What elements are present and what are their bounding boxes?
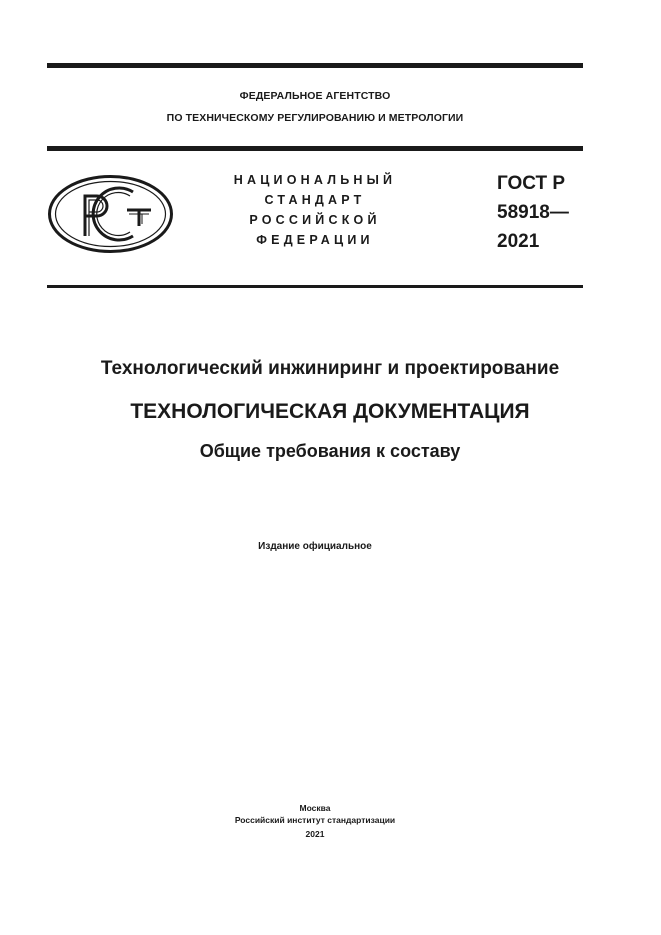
gost-r-logo-icon [47, 174, 174, 254]
top-rule [47, 63, 583, 68]
imprint-year: 2021 [305, 829, 325, 839]
edition-label: Издание официальное [258, 541, 372, 552]
document-main-title: Технологический инжиниринг и проектирование [100, 358, 560, 379]
standard-type-line-2: СТАНДАРТ [264, 193, 366, 207]
standard-type-line-4: ФЕДЕРАЦИИ [256, 233, 374, 247]
agency-line-2: ПО ТЕХНИЧЕСКОМУ РЕГУЛИРОВАНИЮ И МЕТРОЛОГИИ [166, 112, 464, 124]
middle-rule [47, 146, 583, 151]
designation-line-1: ГОСТ Р [497, 173, 566, 194]
bottom-rule [47, 285, 583, 288]
document-subtitle: Общие требования к составу [199, 441, 461, 461]
imprint-city: Москва [299, 803, 331, 813]
document-title: ТЕХНОЛОГИЧЕСКАЯ ДОКУМЕНТАЦИЯ [130, 400, 530, 423]
designation-line-3: 2021 [497, 231, 540, 252]
agency-line-1: ФЕДЕРАЛЬНОЕ АГЕНТСТВО [239, 90, 391, 102]
designation-line-2: 58918— [497, 202, 569, 223]
standard-type-line-3: РОССИЙСКОЙ [249, 213, 381, 227]
imprint-publisher: Российский институт стандартизации [234, 815, 396, 825]
standard-type-line-1: НАЦИОНАЛЬНЫЙ [233, 173, 397, 187]
